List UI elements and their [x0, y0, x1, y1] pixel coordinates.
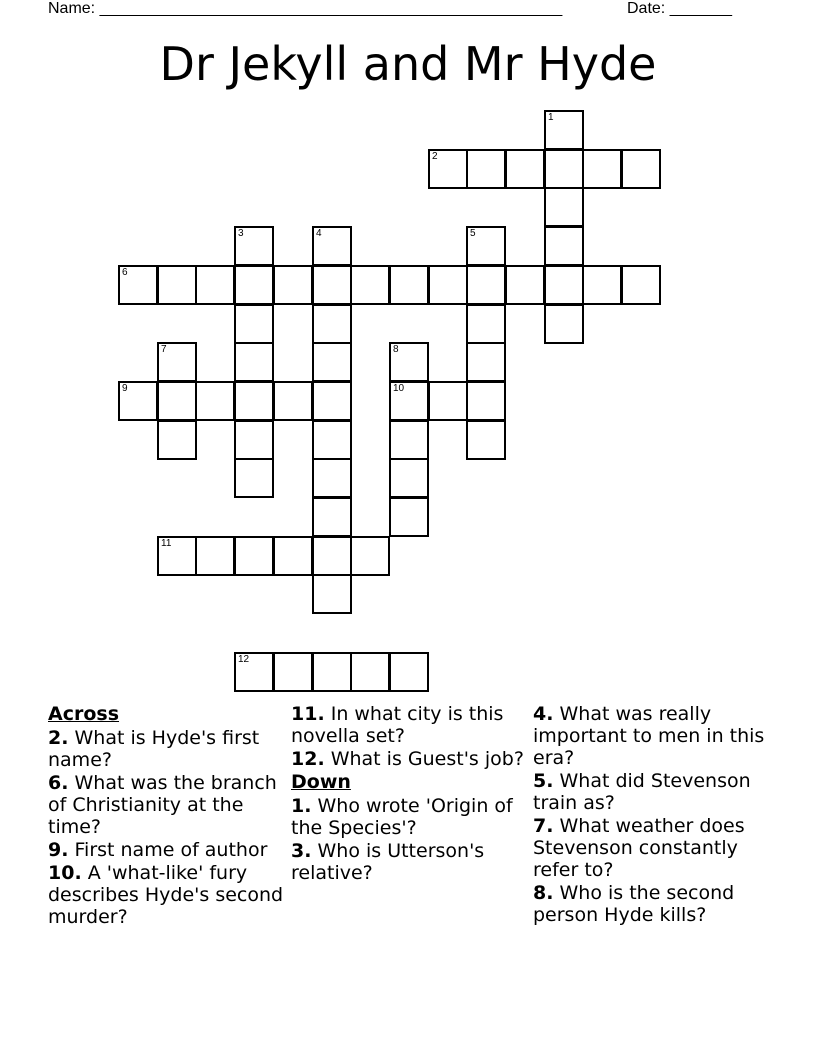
clue-text: What is Guest's job? — [324, 748, 524, 770]
clue-number: 5. — [533, 770, 554, 792]
clue-number: 11. — [291, 703, 325, 725]
clue-text: A 'what-like' fury describes Hyde's second murder? — [48, 862, 284, 928]
grid-cell[interactable] — [389, 342, 429, 382]
grid-cell[interactable] — [544, 187, 584, 227]
grid-cell[interactable] — [582, 265, 622, 305]
grid-cell[interactable] — [234, 652, 274, 692]
grid-cell[interactable] — [312, 536, 352, 576]
grid-cell-number: 4 — [316, 228, 322, 239]
grid-cell[interactable] — [195, 265, 235, 305]
grid-cell[interactable] — [273, 536, 313, 576]
clue-down-7 — [533, 815, 773, 881]
grid-cell[interactable] — [234, 304, 274, 344]
clue-text: What is Hyde's first name? — [48, 727, 260, 771]
clue-down-3 — [291, 840, 531, 884]
grid-cell[interactable] — [389, 652, 429, 692]
clue-column-1 — [48, 703, 288, 929]
page-title: Dr Jekyll and Mr Hyde — [159, 37, 657, 91]
grid-cell[interactable] — [544, 226, 584, 266]
grid-cell[interactable] — [273, 652, 313, 692]
grid-cell[interactable] — [157, 420, 197, 460]
across-heading: Across — [48, 703, 120, 725]
grid-cell-number: 12 — [238, 654, 250, 665]
grid-cell[interactable] — [466, 342, 506, 382]
grid-cell-number: 3 — [238, 228, 244, 239]
grid-cell[interactable] — [466, 304, 506, 344]
grid-cell[interactable] — [428, 381, 468, 421]
grid-cell[interactable] — [466, 381, 506, 421]
grid-cell[interactable] — [312, 458, 352, 498]
clue-number: 9. — [48, 839, 69, 861]
clue-down-5 — [533, 770, 773, 814]
grid-cell[interactable] — [389, 265, 429, 305]
grid-cell-number: 10 — [393, 383, 405, 394]
clue-number: 10. — [48, 862, 82, 884]
grid-cell[interactable] — [389, 381, 429, 421]
grid-cell[interactable] — [312, 420, 352, 460]
clue-text: Who is Utterson's relative? — [291, 840, 485, 884]
clue-number: 12. — [291, 748, 325, 770]
clue-number: 8. — [533, 882, 554, 904]
grid-cell[interactable] — [505, 265, 545, 305]
clue-text: Who wrote 'Origin of the Species'? — [291, 795, 513, 839]
grid-cell-number: 6 — [122, 267, 128, 278]
grid-cell-number: 5 — [470, 228, 476, 239]
clue-text: First name of author — [68, 839, 268, 861]
grid-cell[interactable] — [157, 536, 197, 576]
grid-cell[interactable] — [312, 304, 352, 344]
clue-text: In what city is this novella set? — [291, 703, 504, 747]
grid-cell[interactable] — [621, 149, 661, 189]
grid-cell[interactable] — [273, 381, 313, 421]
grid-cell[interactable] — [544, 304, 584, 344]
name-field-label: Name: ____________________________________________________ — [48, 0, 563, 17]
grid-cell[interactable] — [350, 265, 390, 305]
clue-text: Who is the second person Hyde kills? — [533, 882, 735, 926]
grid-cell[interactable] — [234, 536, 274, 576]
grid-cell-number: 7 — [161, 344, 167, 355]
clue-number: 6. — [48, 772, 69, 794]
grid-cell[interactable] — [312, 574, 352, 614]
grid-cell[interactable] — [544, 265, 584, 305]
grid-cell[interactable] — [312, 652, 352, 692]
grid-cell[interactable] — [118, 265, 158, 305]
down-heading: Down — [291, 771, 351, 793]
clue-number: 2. — [48, 727, 69, 749]
clue-column-2 — [291, 703, 531, 885]
clue-column-3 — [533, 703, 773, 927]
grid-cell[interactable] — [582, 149, 622, 189]
grid-cell[interactable] — [234, 226, 274, 266]
clue-across-2 — [48, 727, 288, 771]
grid-cell[interactable] — [466, 149, 506, 189]
grid-cell[interactable] — [621, 265, 661, 305]
grid-cell[interactable] — [389, 420, 429, 460]
grid-cell-number: 1 — [548, 112, 554, 123]
date-field-label: Date: _______ — [627, 0, 732, 17]
clue-text: What did Stevenson train as? — [533, 770, 751, 814]
grid-cell[interactable] — [389, 497, 429, 537]
clue-down-1 — [291, 795, 531, 839]
grid-cell[interactable] — [466, 226, 506, 266]
grid-cell[interactable] — [157, 342, 197, 382]
clue-number: 1. — [291, 795, 312, 817]
grid-cell[interactable] — [312, 265, 352, 305]
clue-number: 7. — [533, 815, 554, 837]
grid-cell[interactable] — [350, 652, 390, 692]
grid-cell[interactable] — [466, 265, 506, 305]
clue-across-12 — [291, 748, 531, 770]
clue-down-8 — [533, 882, 773, 926]
grid-cell[interactable] — [312, 226, 352, 266]
grid-cell[interactable] — [273, 265, 313, 305]
clue-across-11 — [291, 703, 531, 747]
grid-cell[interactable] — [428, 265, 468, 305]
grid-cell[interactable] — [234, 420, 274, 460]
grid-cell[interactable] — [428, 149, 468, 189]
clue-number: 3. — [291, 840, 312, 862]
grid-cell[interactable] — [350, 536, 390, 576]
grid-cell-number: 11 — [161, 538, 172, 549]
grid-cell[interactable] — [157, 381, 197, 421]
grid-cell-number: 2 — [432, 151, 438, 162]
clue-number: 4. — [533, 703, 554, 725]
grid-cell-number: 9 — [122, 383, 128, 394]
clue-across-10 — [48, 862, 288, 928]
grid-cell[interactable] — [234, 265, 274, 305]
grid-cell[interactable] — [312, 381, 352, 421]
grid-cell[interactable] — [195, 381, 235, 421]
grid-cell-number: 8 — [393, 344, 399, 355]
grid-cell[interactable] — [234, 458, 274, 498]
grid-cell[interactable] — [157, 265, 197, 305]
grid-cell[interactable] — [312, 342, 352, 382]
grid-cell[interactable] — [234, 342, 274, 382]
clue-across-6 — [48, 772, 288, 838]
grid-cell[interactable] — [118, 381, 158, 421]
grid-cell[interactable] — [234, 381, 274, 421]
grid-cell[interactable] — [466, 420, 506, 460]
grid-cell[interactable] — [389, 458, 429, 498]
clue-text: What was the branch of Christianity at the time? — [48, 772, 277, 838]
grid-cell[interactable] — [505, 149, 545, 189]
clue-text: What was really important to men in this era? — [533, 703, 765, 769]
grid-cell[interactable] — [544, 110, 584, 150]
grid-cell[interactable] — [312, 497, 352, 537]
clue-text: What weather does Stevenson constantly refer to? — [533, 815, 745, 881]
grid-cell[interactable] — [544, 149, 584, 189]
clue-down-4 — [533, 703, 773, 769]
grid-cell[interactable] — [195, 536, 235, 576]
clue-across-9 — [48, 839, 288, 861]
